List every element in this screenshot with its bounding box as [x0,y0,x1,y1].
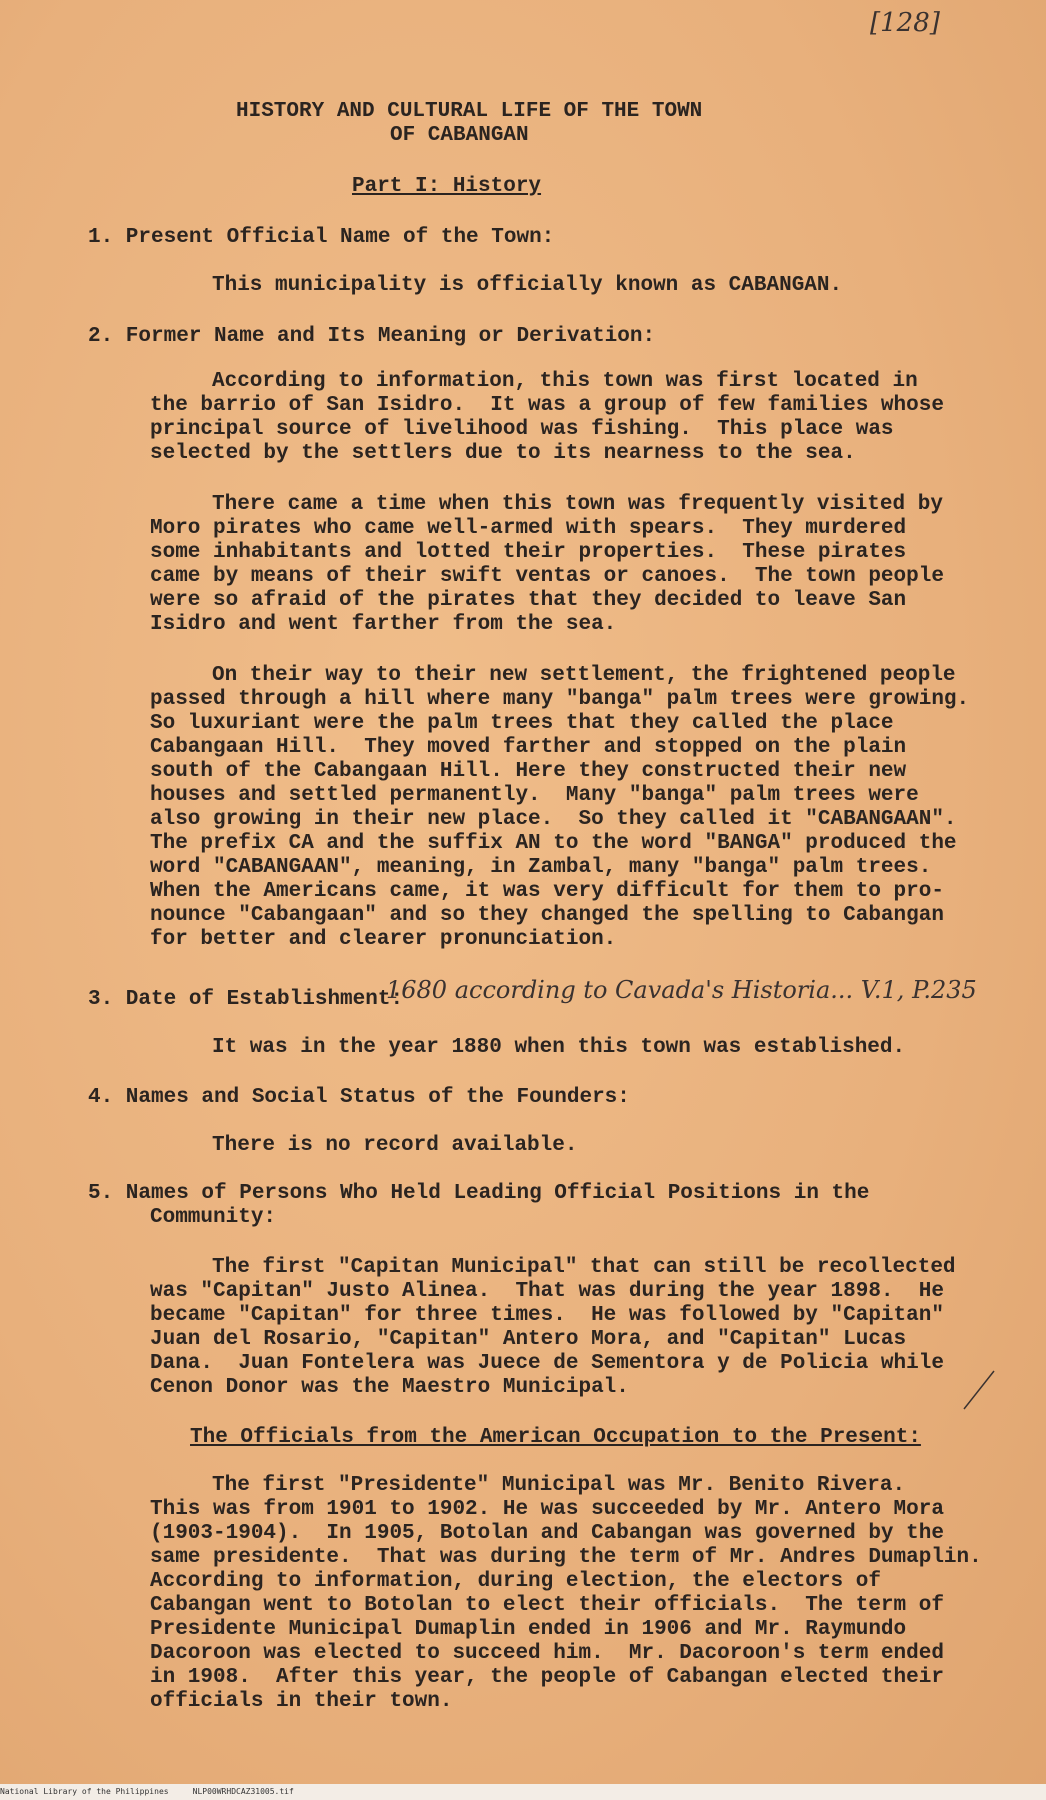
section-4-body: There is no record available. [212,1134,578,1157]
text-line: for better and clearer pronunciation. [150,928,617,951]
text-line: On their way to their new settlement, the frightened people [212,664,956,687]
section-1-heading: 1. Present Official Name of the Town: [88,226,555,249]
page-number: [128] [870,8,940,38]
text-line: Cabangan went to Botolan to elect their officials. The term of [150,1594,944,1617]
text-line: Cabangaan Hill. They moved farther and stopped on the plain [150,736,907,759]
text-line: was "Capitan" Justo Alinea. That was during the year 1898. He [150,1280,944,1303]
text-line: According to information, during election, the electors of [150,1570,881,1593]
text-line: There came a time when this town was frequently visited by [212,493,943,516]
section-5-heading-line-2: Community: [150,1206,277,1229]
part-heading: Part I: History [352,175,542,198]
text-line: The first "Capitan Municipal" that can still be recollected [212,1256,956,1279]
text-line: The first "Presidente" Municipal was Mr. Benito Rivera. [212,1474,906,1497]
section-5-heading-line-1: 5. Names of Persons Who Held Leading Official Positions in the [88,1182,870,1205]
text-line: were so afraid of the pirates that they decided to leave San [150,589,907,612]
text-line: nounce "Cabangaan" and so they changed the spelling to Cabangan [150,904,944,927]
text-line: selected by the settlers due to its nearness to the sea. [150,442,856,465]
text-line: Dana. Juan Fontelera was Juece de Sementora y de Policia while [150,1352,944,1375]
section-3-body: It was in the year 1880 when this town was established. [212,1036,906,1059]
text-line: also growing in their new place. So they called it "CABANGAAN". [150,808,957,831]
text-line: word "CABANGAAN", meaning, in Zambal, many "banga" palm trees. [150,856,932,879]
text-line: in 1908. After this year, the people of Cabangan elected their [150,1666,944,1689]
title-line-1: HISTORY AND CULTURAL LIFE OF THE TOWN [236,100,703,123]
text-line: The prefix CA and the suffix AN to the word "BANGA" produced the [150,832,957,855]
text-line: According to information, this town was first located in [212,370,918,393]
text-line: houses and settled permanently. Many "banga" palm trees were [150,784,919,807]
text-line: officials in their town. [150,1690,453,1713]
section-1-body: This municipality is officially known as CABANGAN. [212,274,843,297]
text-line: some inhabitants and lotted their properties. These pirates [150,541,907,564]
text-line: principal source of livelihood was fishing. This place was [150,418,894,441]
officials-subheading: The Officials from the American Occupation to the Present: [190,1426,921,1449]
section-3-heading: 3. Date of Establishment: [88,988,404,1011]
text-line: Dacoroon was elected to succeed him. Mr. Dacoroon's term ended [150,1642,944,1665]
section-2-heading: 2. Former Name and Its Meaning or Derivation: [88,325,656,348]
text-line: passed through a hill where many "banga" palm trees were growing. [150,688,970,711]
text-line: Juan del Rosario, "Capitan" Antero Mora, and "Capitan" Lucas [150,1328,907,1351]
text-line: Cenon Donor was the Maestro Municipal. [150,1376,629,1399]
text-line: Presidente Municipal Dumaplin ended in 1906 and Mr. Raymundo [150,1618,907,1641]
section-4-heading: 4. Names and Social Status of the Founders: [88,1086,630,1109]
text-line: same presidente. That was during the term of Mr. Andres Dumaplin. [150,1546,982,1569]
handwritten-annotation: 1680 according to Cavada's Historia... V.1, P.235 [386,976,977,1004]
text-line: came by means of their swift ventas or canoes. The town people [150,565,944,588]
text-line: south of the Cabangaan Hill. Here they constructed their new [150,760,907,783]
text-line: Moro pirates who came well-armed with spears. They murdered [150,517,907,540]
archive-footer: National Library of the Philippines NLP00WRHDCAZ31005.tif [0,1784,1046,1800]
title-line-2: OF CABANGAN [390,124,529,147]
text-line: Isidro and went farther from the sea. [150,613,617,636]
text-line: (1903-1904). In 1905, Botolan and Cabangan was governed by the [150,1522,944,1545]
text-line: became "Capitan" for three times. He was followed by "Capitan" [150,1304,944,1327]
text-line: This was from 1901 to 1902. He was succeeded by Mr. Antero Mora [150,1498,944,1521]
text-line: When the Americans came, it was very difficult for them to pro- [150,880,944,903]
text-line: So luxuriant were the palm trees that they called the place [150,712,894,735]
margin-pen-mark [960,1365,1000,1415]
text-line: the barrio of San Isidro. It was a group of few families whose [150,394,944,417]
